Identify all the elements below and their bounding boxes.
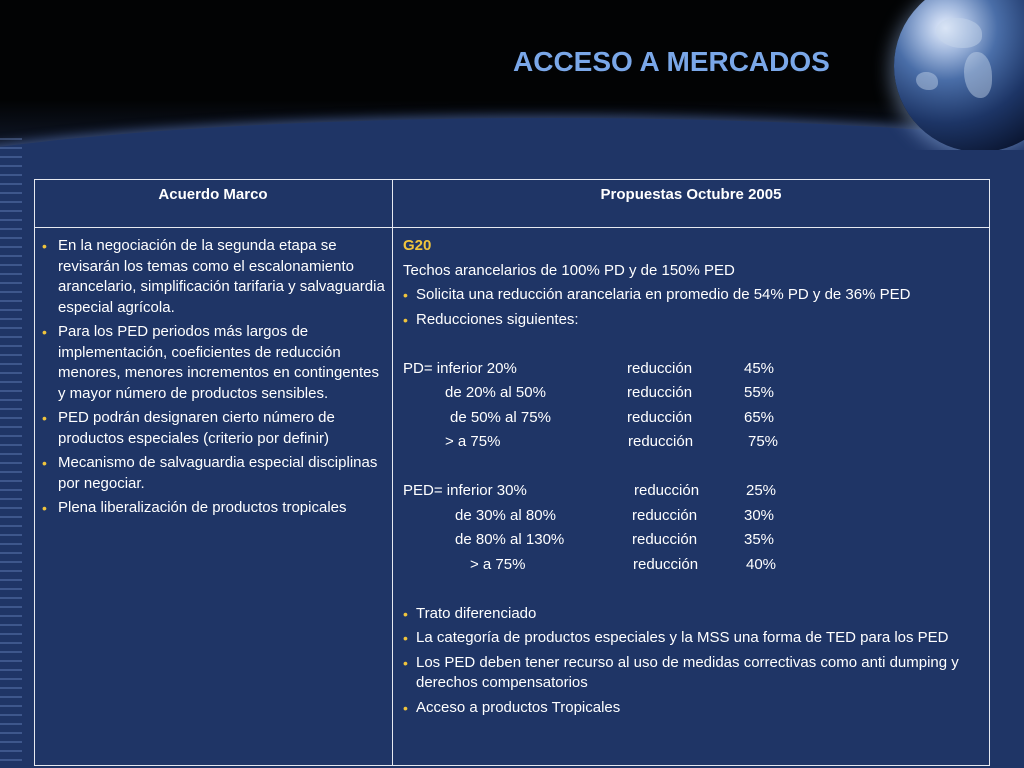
pd-reduction-value: 45% — [744, 359, 775, 377]
list-item-text: Plena liberalización de productos tropicales — [58, 499, 347, 516]
list-item-text: Acceso a productos Tropicales — [416, 698, 621, 716]
list-item — [403, 653, 985, 694]
decorative-stripes — [0, 138, 22, 768]
pd-reduction-label: reducción — [627, 384, 693, 401]
spacer — [403, 334, 985, 359]
bullet-icon: • — [403, 699, 408, 716]
list-item — [403, 604, 985, 625]
list-item-text: Mecanismo de salvaguardia especial disciplinas por negociar. — [58, 454, 378, 492]
list-item-text: En la negociación de la segunda etapa se revisarán los temas como el escalonamiento arancelario, simplificación tarifaria y salvaguardia especial agrícola. — [58, 237, 385, 316]
group-label: G20 — [403, 237, 432, 254]
ped-range: de 30% al 80% — [455, 506, 556, 524]
pd-reduction-value: 55% — [744, 384, 775, 401]
table-header-divider — [34, 227, 990, 228]
ped-row — [403, 506, 985, 531]
ped-reduction-label: reducción — [633, 555, 699, 573]
list-item-text: La categoría de productos especiales y la MSS una forma de TED para los PED — [416, 629, 949, 646]
pd-row — [403, 359, 985, 384]
ped-reduction-label: reducción — [634, 482, 700, 499]
globe-continent — [936, 18, 982, 48]
bullet-icon: • — [403, 630, 408, 646]
ped-reduction-value: 25% — [746, 482, 777, 499]
pd-reduction-label: reducción — [627, 359, 693, 377]
ped-range: PED= inferior 30% — [403, 482, 527, 499]
pd-row — [403, 432, 985, 457]
pd-range: de 50% al 75% — [450, 408, 551, 426]
list-item-text: Trato diferenciado — [416, 604, 537, 622]
pd-reduction-value: 65% — [744, 408, 775, 426]
list-item — [42, 236, 387, 318]
bullet-icon: • — [42, 324, 47, 340]
list-item — [403, 285, 985, 310]
column-header-acuerdo-marco: Acuerdo Marco — [158, 186, 268, 203]
ped-row — [403, 555, 985, 580]
column-header-propuestas: Propuestas Octubre 2005 — [600, 186, 782, 203]
bullet-icon: • — [403, 311, 408, 328]
globe-continent — [964, 52, 992, 98]
spacer — [403, 579, 985, 604]
intro-text: Techos arancelarios de 100% PD y de 150% PED — [403, 261, 735, 279]
bullet-icon: • — [42, 410, 47, 426]
ped-reduction-value: 30% — [744, 506, 775, 524]
slide-title: ACCESO A MERCADOS — [513, 46, 830, 77]
list-item-text: Reducciones siguientes: — [416, 310, 579, 328]
pd-reduction-label: reducción — [627, 408, 693, 426]
bullet-icon: • — [403, 605, 408, 622]
list-item-text: PED podrán designaren cierto número de productos especiales (criterio por definir) — [58, 409, 335, 447]
list-item — [403, 310, 985, 335]
bullet-icon: • — [403, 654, 408, 671]
bullet-icon: • — [42, 455, 47, 471]
list-item-text: Para los PED periodos más largos de implementación, coeficientes de reducción menores, menores incrementos en contingentes y mayor número de productos sensibles. — [58, 323, 380, 402]
pd-row — [403, 383, 985, 408]
ped-row — [403, 481, 985, 506]
list-item — [42, 322, 387, 404]
ped-reduction-label: reducción — [632, 506, 698, 524]
pd-reduction-label: reducción — [628, 433, 694, 450]
list-item — [42, 453, 387, 494]
ped-reduction-label: reducción — [632, 531, 698, 548]
ped-range: de 80% al 130% — [455, 531, 565, 548]
pd-range: > a 75% — [445, 433, 501, 450]
right-column — [403, 236, 985, 718]
list-item — [403, 628, 985, 649]
list-item — [42, 408, 387, 449]
bullet-icon: • — [42, 238, 47, 254]
list-item-text: Solicita una reducción arancelaria en promedio de 54% PD y de 36% PED — [416, 286, 911, 303]
spacer — [403, 457, 985, 482]
list-item — [403, 698, 985, 719]
pd-reduction-value: 75% — [748, 433, 779, 450]
left-column — [42, 236, 387, 523]
globe-continent — [916, 72, 938, 90]
ped-range: > a 75% — [470, 555, 526, 573]
ped-reduction-value: 35% — [744, 531, 775, 548]
ped-reduction-value: 40% — [746, 555, 777, 573]
pd-row — [403, 408, 985, 433]
list-item — [42, 498, 387, 519]
bullet-icon: • — [42, 500, 47, 516]
list-item-text: Los PED deben tener recurso al uso de medidas correctivas como anti dumping y derechos compensatorios — [416, 653, 959, 691]
bullet-icon: • — [403, 287, 408, 303]
table-column-divider — [392, 179, 393, 766]
slide-header — [0, 0, 1024, 150]
pd-range: PD= inferior 20% — [403, 359, 517, 377]
ped-row — [403, 530, 985, 555]
pd-range: de 20% al 50% — [445, 384, 546, 401]
